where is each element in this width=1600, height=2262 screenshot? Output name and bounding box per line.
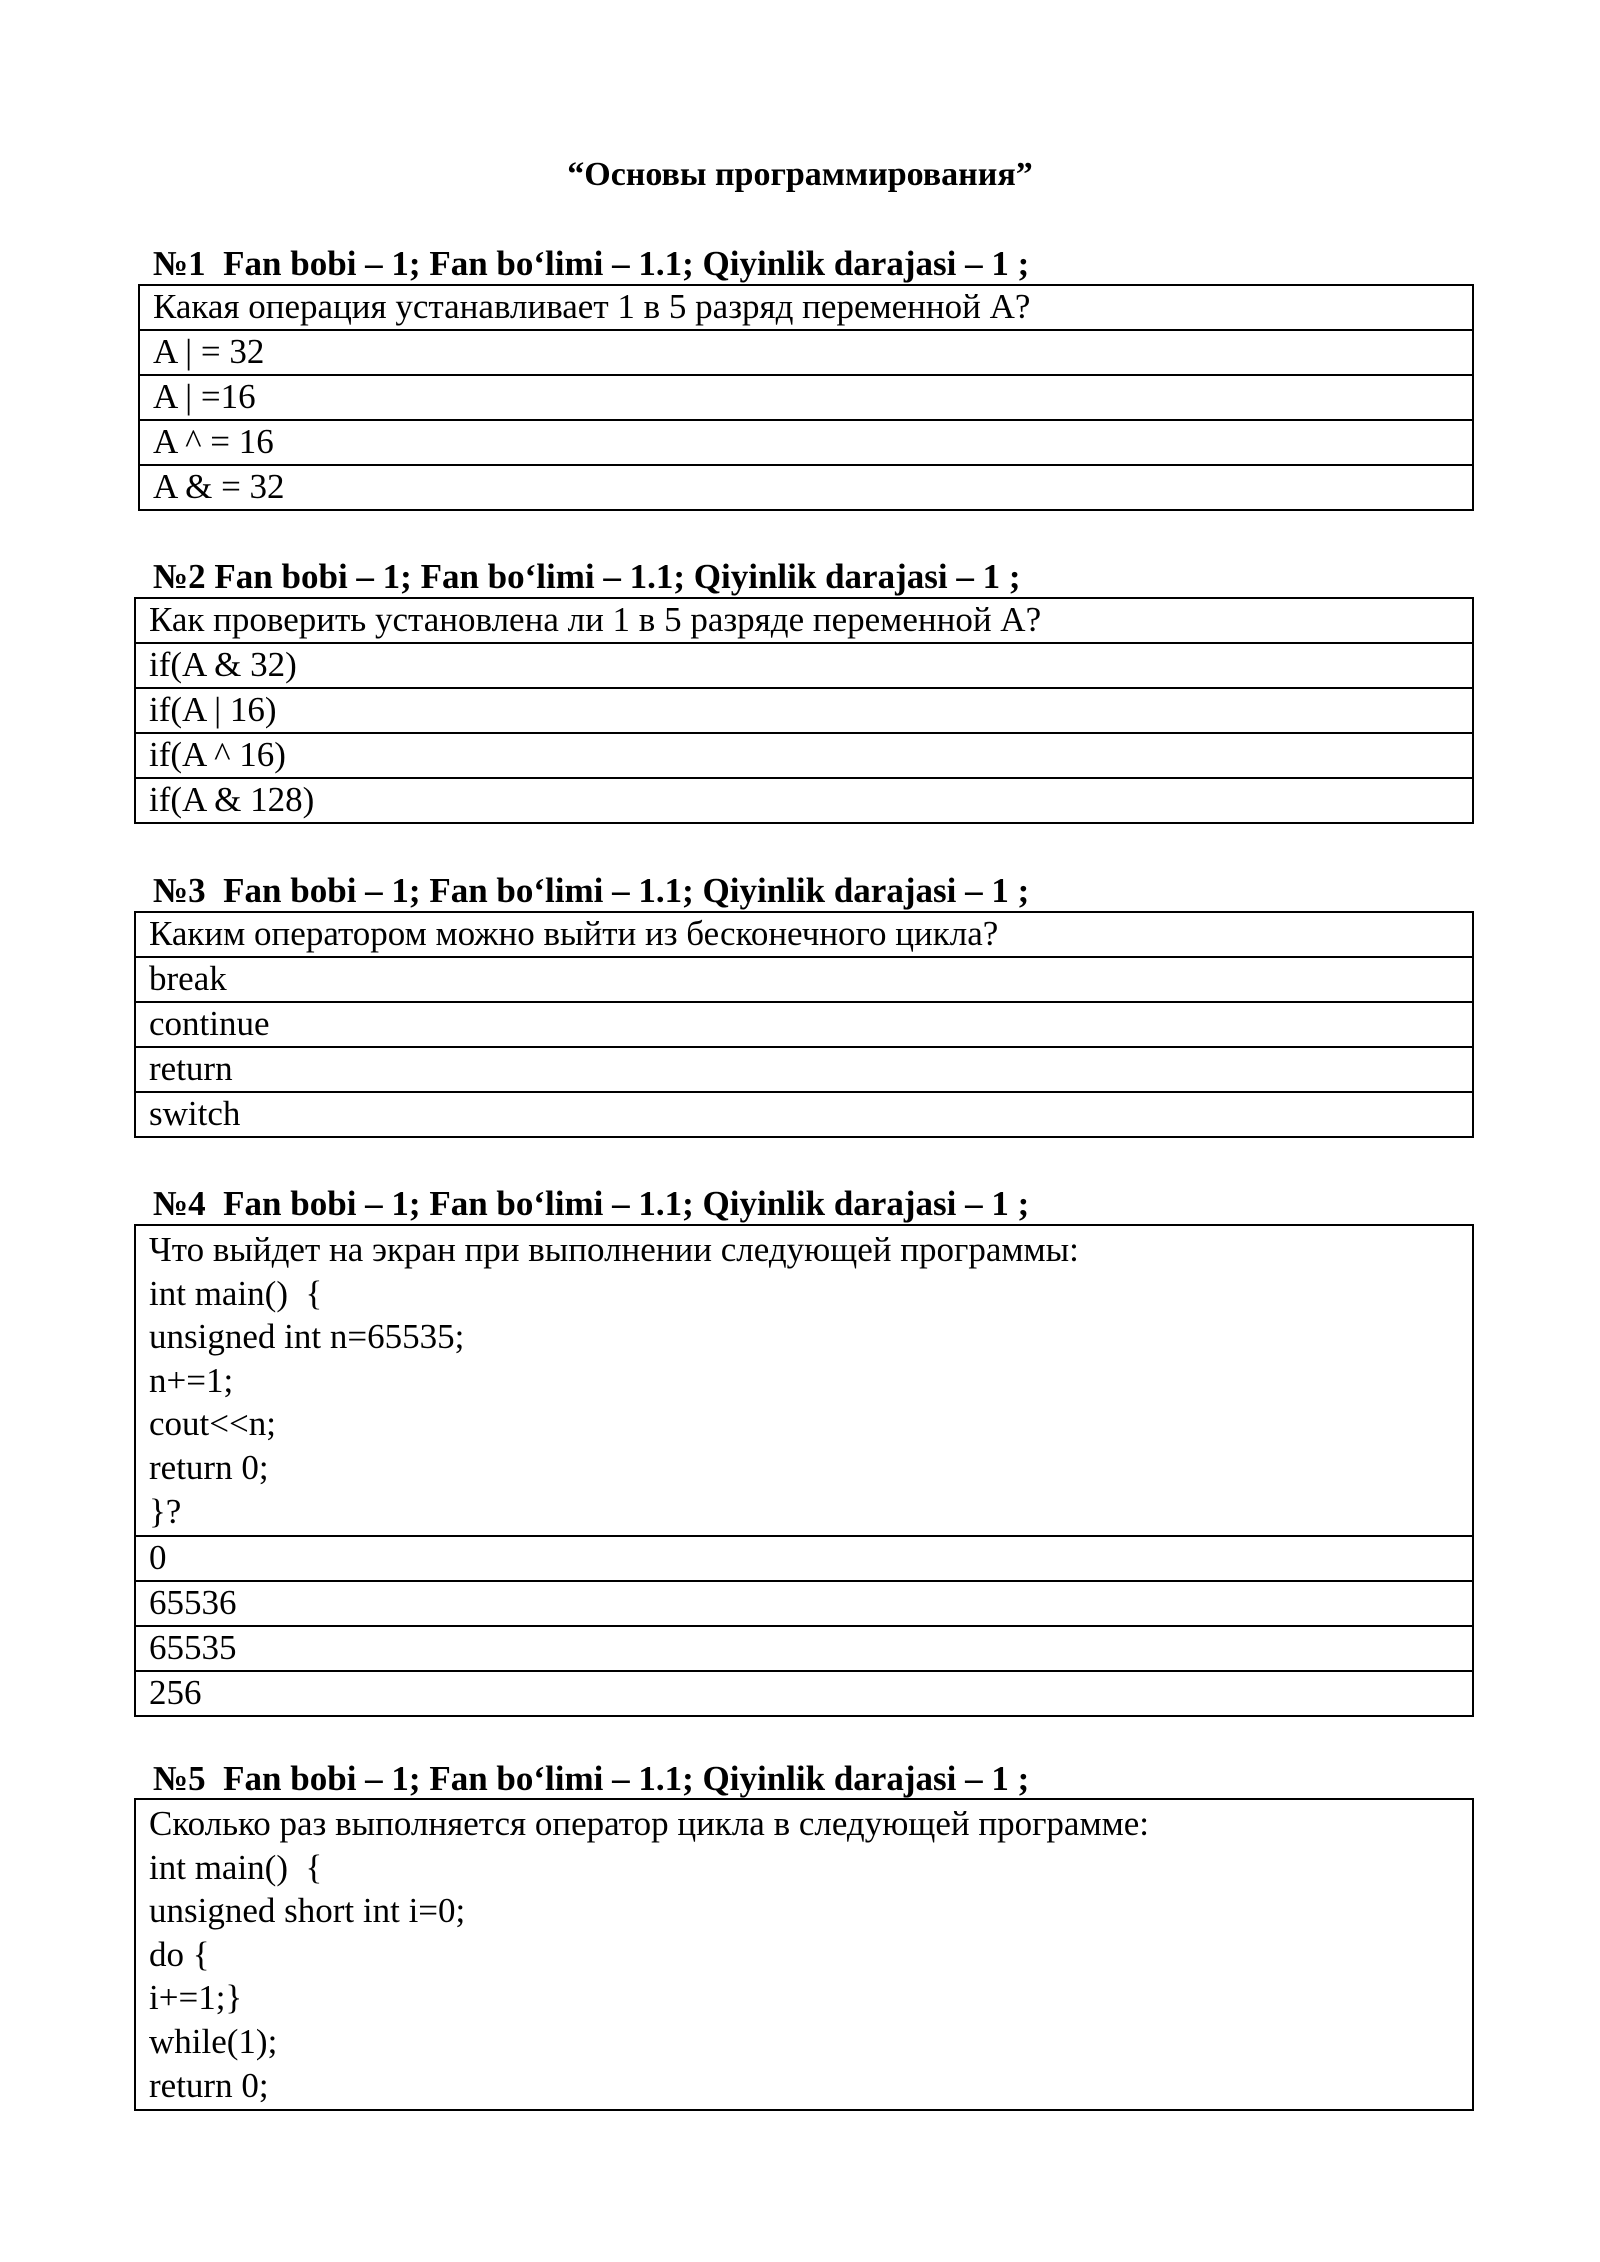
question-2-text: Как проверить установлена ли 1 в 5 разряде переменной А? [149, 600, 1042, 639]
question-2-header: №2 Fan bobi – 1; Fan bo‘limi – 1.1; Qiyinlik darajasi – 1 ; [153, 557, 1021, 596]
question-5-header: №5 Fan bobi – 1; Fan bo‘limi – 1.1; Qiyinlik darajasi – 1 ; [153, 1759, 1030, 1798]
question-3-table [134, 911, 1474, 1138]
question-2-answer-4: if(A & 128) [136, 777, 1472, 822]
question-3-header: №3 Fan bobi – 1; Fan bo‘limi – 1.1; Qiyinlik darajasi – 1 ; [153, 871, 1030, 910]
question-1-answer-4: A & = 32 [140, 464, 1472, 509]
question-4-line-3: unsigned int n=65535; [149, 1317, 465, 1357]
question-4-text [136, 1226, 1472, 1535]
question-5-line-2: int main() { [149, 1847, 323, 1887]
question-4-answer-4: 256 [136, 1670, 1472, 1715]
question-3-answer-1: break [136, 956, 1472, 1001]
question-1-answer-3: A ^ = 16 [140, 419, 1472, 464]
question-1-table [138, 284, 1474, 511]
question-5-line-1: Сколько раз выполняется оператор цикла в следующей программе: [149, 1804, 1150, 1843]
question-1-text: Какая операция устанавливает 1 в 5 разряд переменной А? [153, 287, 1031, 326]
question-4-line-1: Что выйдет на экран при выполнении следующей программы: [149, 1230, 1079, 1269]
question-5-line-4: do { [149, 1934, 210, 1974]
question-5-line-7: return 0; [149, 2065, 269, 2105]
question-1-answer-2: A | =16 [140, 374, 1472, 419]
question-3-answer-4: switch [136, 1091, 1472, 1136]
question-4-line-5: cout<<n; [149, 1404, 276, 1444]
question-4-table [134, 1224, 1474, 1717]
question-4-answer-3: 65535 [136, 1625, 1472, 1670]
question-3-answer-3: return [136, 1046, 1472, 1091]
question-2-answer-3: if(A ^ 16) [136, 732, 1472, 777]
question-1-answer-1: A | = 32 [140, 329, 1472, 374]
question-3-answer-2: continue [136, 1001, 1472, 1046]
question-4-answer-2: 65536 [136, 1580, 1472, 1625]
question-5-line-6: while(1); [149, 2021, 278, 2061]
question-4-line-2: int main() { [149, 1273, 323, 1313]
question-2-answer-2: if(A | 16) [136, 687, 1472, 732]
question-5-line-3: unsigned short int i=0; [149, 1891, 466, 1931]
question-4-line-7: }? [149, 1491, 182, 1531]
question-5-table [134, 1798, 1474, 2111]
question-5-text [136, 1800, 1472, 2109]
question-1-header: №1 Fan bobi – 1; Fan bo‘limi – 1.1; Qiyinlik darajasi – 1 ; [153, 244, 1030, 283]
question-4-line-4: n+=1; [149, 1360, 234, 1400]
question-4-line-6: return 0; [149, 1447, 269, 1487]
question-2-table [134, 597, 1474, 824]
question-4-answer-1: 0 [136, 1535, 1472, 1580]
question-2-answer-1: if(A & 32) [136, 642, 1472, 687]
page-title: “Основы программирования” [567, 156, 1033, 193]
question-4-header: №4 Fan bobi – 1; Fan bo‘limi – 1.1; Qiyinlik darajasi – 1 ; [153, 1184, 1030, 1223]
question-5-line-5: i+=1;} [149, 1978, 243, 2018]
question-3-text: Каким оператором можно выйти из бесконечного цикла? [149, 914, 999, 953]
